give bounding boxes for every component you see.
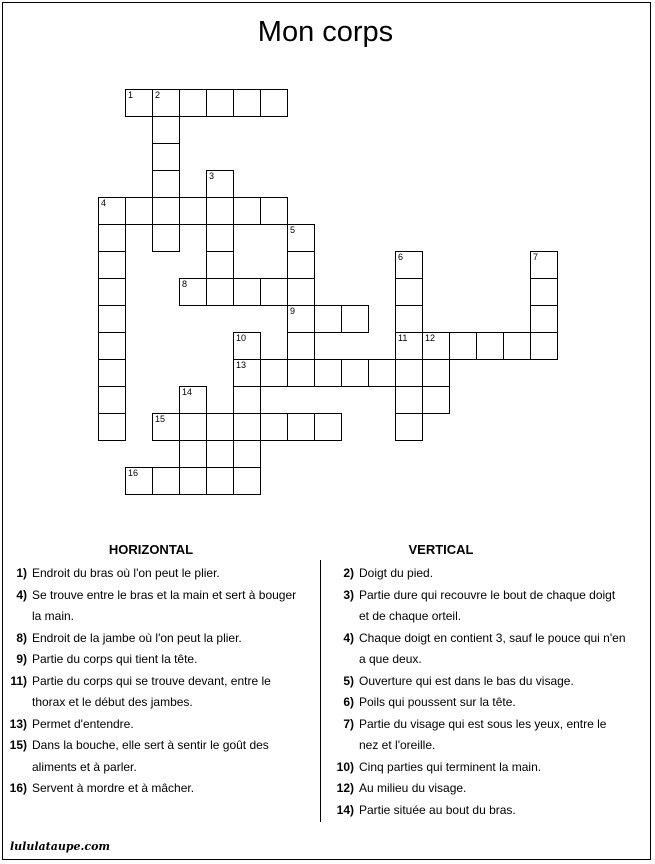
clue-number-label: 12) (336, 781, 354, 795)
clue-text: Permet d'entendre. (32, 716, 134, 731)
clue-text: Partie dure qui recouvre le bout de chaque doigt (359, 587, 616, 602)
clue-text: Partie située au bout du bras. (359, 802, 516, 817)
clue-number: 9 (290, 306, 296, 316)
grid-cell[interactable] (287, 251, 315, 279)
grid-cell[interactable] (98, 224, 126, 252)
grid-cell[interactable] (152, 413, 180, 441)
clue-item (2, 714, 318, 736)
grid-cell[interactable] (287, 332, 315, 360)
grid-cell[interactable] (314, 305, 342, 333)
grid-cell[interactable] (152, 89, 180, 117)
clue-text: Ouverture qui est dans le bas du visage. (359, 673, 574, 688)
grid-cell[interactable] (98, 359, 126, 387)
clue-item (2, 585, 318, 628)
clue-number: 15 (155, 414, 166, 424)
grid-cell[interactable] (530, 332, 558, 360)
grid-cell[interactable] (233, 89, 261, 117)
clue-text: Doigt du pied. (359, 566, 434, 580)
grid-cell[interactable] (395, 332, 423, 360)
clue-text: nez et l'oreille. (359, 738, 436, 752)
grid-cell[interactable] (233, 440, 261, 468)
clue-item (2, 778, 318, 800)
clue-number: 3 (209, 171, 215, 181)
grid-cell[interactable] (206, 278, 234, 306)
grid-cell[interactable] (206, 89, 234, 117)
clue-item (329, 692, 649, 714)
clue-number-label: 10) (336, 759, 354, 774)
grid-cell[interactable] (422, 359, 450, 387)
clue-text: a que deux. (359, 652, 422, 666)
grid-cell[interactable] (260, 359, 288, 387)
horizontal-clues (2, 563, 318, 800)
grid-cell[interactable] (395, 413, 423, 441)
grid-cell[interactable] (179, 386, 207, 414)
grid-cell[interactable] (233, 413, 261, 441)
clue-text: Cinq parties qui terminent la main. (359, 759, 542, 774)
clue-text: Poils qui poussent sur la tête. (359, 695, 516, 709)
column-divider (320, 560, 321, 822)
clue-number: 4 (101, 198, 107, 208)
clue-number-label: 11) (10, 673, 27, 688)
grid-cell[interactable] (98, 413, 126, 441)
grid-cell[interactable] (179, 440, 207, 468)
clue-item (329, 628, 649, 671)
clue-text: Servent à mordre et à mâcher. (32, 781, 195, 795)
clue-text: Partie du corps qui tient la tête. (32, 652, 198, 666)
clue-item (2, 628, 318, 650)
clue-number: 16 (128, 468, 139, 478)
grid-cell[interactable] (368, 359, 396, 387)
grid-cell[interactable] (206, 413, 234, 441)
clue-number-label: 16) (9, 781, 27, 795)
clue-text: Dans la bouche, elle sert à sentir le goût des (32, 738, 269, 752)
clue-number-label: 9) (16, 652, 27, 666)
grid-cell[interactable] (179, 413, 207, 441)
grid-cell[interactable] (233, 278, 261, 306)
clue-number-label: 3) (343, 587, 354, 602)
grid-cell[interactable] (530, 251, 558, 279)
grid-cell[interactable] (287, 305, 315, 333)
grid-cell[interactable] (152, 116, 180, 144)
grid-cell[interactable] (179, 89, 207, 117)
clue-number: 10 (236, 333, 247, 343)
clue-item (329, 778, 649, 800)
grid-cell[interactable] (422, 332, 450, 360)
clue-number: 12 (425, 333, 436, 343)
grid-cell[interactable] (98, 305, 126, 333)
clue-number: 1 (128, 90, 134, 100)
clue-number-label: 4) (16, 587, 27, 602)
clue-text: Endroit du bras où l'on peut le plier. (32, 566, 220, 580)
grid-cell[interactable] (125, 467, 153, 495)
clue-item (2, 671, 318, 714)
grid-cell[interactable] (314, 359, 342, 387)
grid-cell[interactable] (98, 251, 126, 279)
clue-number-label: 2) (343, 566, 354, 580)
clue-number-label: 6) (343, 695, 354, 709)
clue-item (329, 757, 649, 779)
clue-text: Partie du corps qui se trouve devant, entre le (32, 673, 271, 688)
clue-number: 14 (182, 387, 193, 397)
grid-cell[interactable] (233, 197, 261, 225)
clue-number: 2 (155, 90, 161, 100)
clue-number-label: 15) (9, 738, 27, 752)
clue-number-label: 7) (343, 716, 354, 731)
grid-cell[interactable] (422, 386, 450, 414)
clue-item (2, 735, 318, 778)
clue-item (329, 714, 649, 757)
grid-cell[interactable] (530, 278, 558, 306)
clue-item (329, 800, 649, 822)
clue-text: Au milieu du visage. (359, 781, 467, 795)
page-title: Mon corps (257, 16, 394, 48)
grid-cell[interactable] (341, 305, 369, 333)
grid-cell[interactable] (287, 359, 315, 387)
clue-item (329, 671, 649, 693)
grid-cell[interactable] (179, 197, 207, 225)
grid-cell[interactable] (395, 359, 423, 387)
clue-text: aliments et à parler. (32, 759, 137, 774)
horizontal-heading: HORIZONTAL (108, 542, 194, 557)
clue-number-label: 1) (16, 566, 27, 580)
grid-cell[interactable] (98, 197, 126, 225)
grid-cell[interactable] (260, 278, 288, 306)
grid-cell[interactable] (206, 440, 234, 468)
clue-number: 11 (398, 333, 408, 343)
clue-text: Endroit de la jambe où l'on peut la plier. (32, 630, 242, 645)
grid-cell[interactable] (179, 278, 207, 306)
site-credit: lululataupe.com (10, 840, 111, 853)
clue-number-label: 14) (336, 802, 354, 817)
clue-text: thorax et le début des jambes. (32, 695, 193, 709)
clue-number: 13 (236, 360, 247, 370)
clue-item (2, 649, 318, 671)
grid-cell[interactable] (530, 305, 558, 333)
clue-item (329, 585, 649, 628)
grid-cell[interactable] (179, 467, 207, 495)
grid-cell[interactable] (98, 386, 126, 414)
grid-cell[interactable] (395, 386, 423, 414)
grid-cell[interactable] (287, 224, 315, 252)
grid-cell[interactable] (152, 197, 180, 225)
grid-cell[interactable] (233, 332, 261, 360)
grid-cell[interactable] (125, 89, 153, 117)
grid-cell[interactable] (395, 251, 423, 279)
grid-cell[interactable] (341, 359, 369, 387)
grid-cell[interactable] (152, 467, 180, 495)
clue-text: la main. (32, 609, 75, 623)
grid-cell[interactable] (125, 197, 153, 225)
clue-number-label: 5) (343, 673, 354, 688)
grid-cell[interactable] (260, 89, 288, 117)
grid-cell[interactable] (152, 170, 180, 198)
grid-cell[interactable] (233, 386, 261, 414)
clue-number: 6 (398, 252, 404, 262)
grid-cell[interactable] (152, 143, 180, 171)
clue-number-label: 8) (16, 630, 27, 645)
grid-cell[interactable] (206, 170, 234, 198)
grid-cell[interactable] (233, 359, 261, 387)
grid-cell[interactable] (476, 332, 504, 360)
grid-cell[interactable] (260, 197, 288, 225)
grid-cell[interactable] (206, 467, 234, 495)
grid-cell[interactable] (503, 332, 531, 360)
clue-item (2, 563, 318, 585)
grid-cell[interactable] (395, 278, 423, 306)
grid-cell[interactable] (287, 278, 315, 306)
grid-cell[interactable] (98, 332, 126, 360)
clue-number-label: 4) (343, 630, 354, 645)
clue-item (329, 563, 649, 585)
grid-cell[interactable] (206, 251, 234, 279)
grid-cell[interactable] (98, 278, 126, 306)
grid-cell[interactable] (287, 413, 315, 441)
grid-cell[interactable] (206, 197, 234, 225)
vertical-heading: VERTICAL (408, 542, 474, 557)
clue-number: 7 (533, 252, 539, 262)
grid-cell[interactable] (395, 305, 423, 333)
clue-number: 5 (290, 225, 296, 235)
clue-text: Se trouve entre le bras et la main et sert à bouger (32, 587, 297, 602)
grid-cell[interactable] (206, 224, 234, 252)
grid-cell[interactable] (314, 413, 342, 441)
vertical-clues (329, 563, 649, 821)
clue-text: Partie du visage qui est sous les yeux, entre le (359, 716, 607, 731)
clue-text: Chaque doigt en contient 3, sauf le pouce qui n'en (359, 630, 626, 645)
grid-cell[interactable] (152, 224, 180, 252)
grid-cell[interactable] (449, 332, 477, 360)
clue-number-label: 13) (9, 716, 27, 731)
grid-cell[interactable] (260, 413, 288, 441)
clue-number: 8 (182, 279, 188, 289)
grid-cell[interactable] (233, 467, 261, 495)
clue-text: et de chaque orteil. (359, 609, 462, 623)
